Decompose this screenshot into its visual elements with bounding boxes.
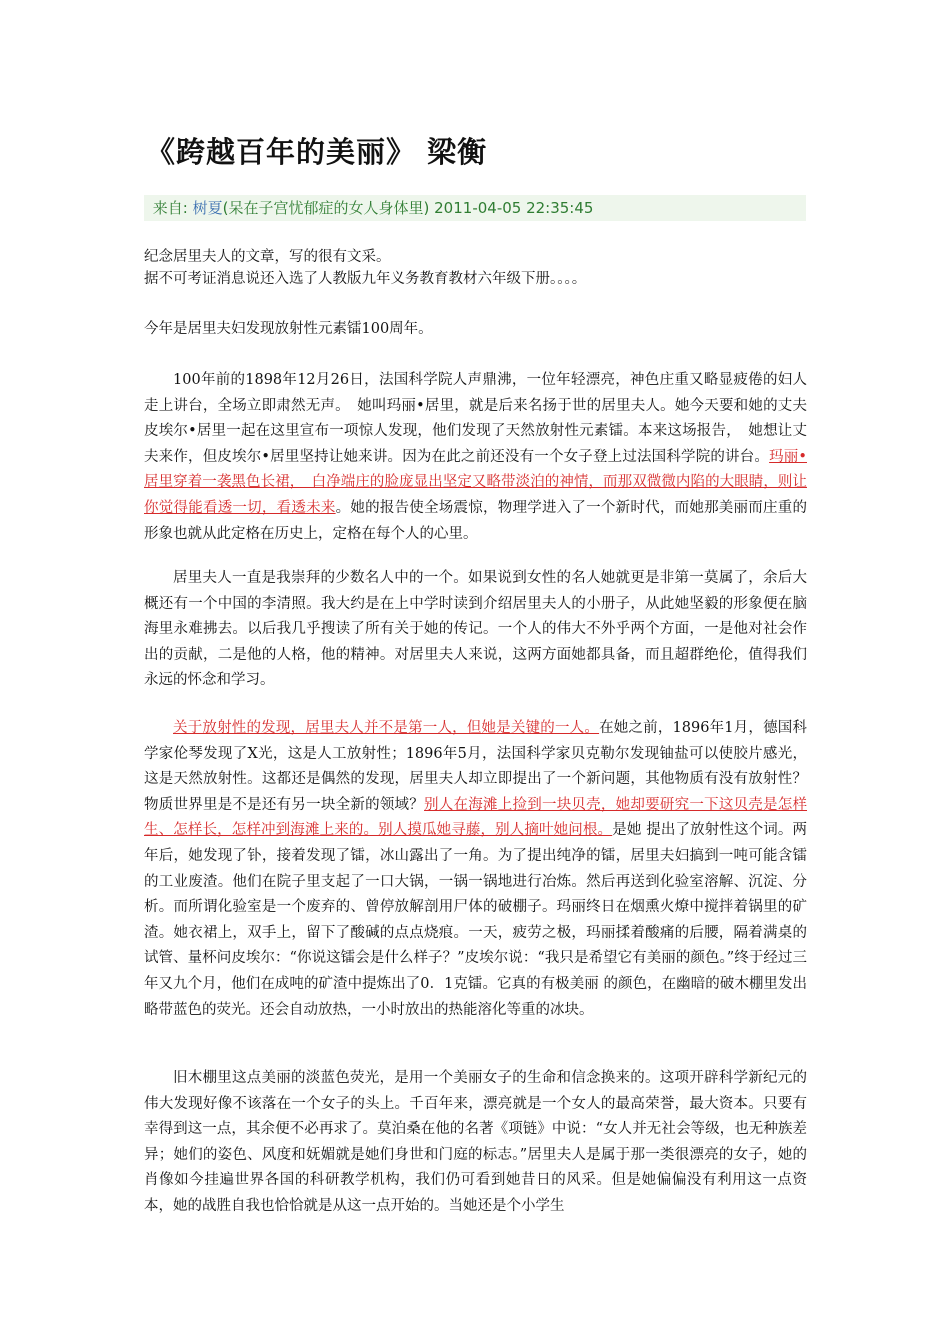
- intro-line: 纪念居里夫人的文章，写的很有文采。: [144, 249, 391, 265]
- paragraph-text: 100年前的1898年12月26日，法国科学院人声鼎沸，一位年轻漂亮，神色庄重又略显疲倦的妇人走上讲台，全场立即肃然无声。 她叫玛丽•居里，就是后来名扬于世的居里夫人。她今天要和她的丈夫皮埃尔•居里一起在这里宣布一项惊人发现，他们发现了天然放射性元素镭。本来这场报告， 她想让丈夫来作，但皮埃尔•居里坚持让她来讲。因为在此之前还没有一个女子登上过法国科学院的讲台。: [144, 372, 807, 465]
- post-meta-bar: [144, 195, 806, 221]
- highlighted-text: 别人在海滩上捡到一块贝壳，她却要研究一下这贝壳是怎样生、怎样长，怎样冲到海滩上来的。别人摸瓜她寻藤，别人摘叶她问根。: [144, 796, 808, 839]
- highlighted-text: 关于放射性的发现，居里夫人并不是第一人，但她是关键的一人。: [173, 720, 600, 736]
- paragraph-4: [144, 1066, 807, 1220]
- paragraph-text: 居里夫人一直是我崇拜的少数名人中的一个。如果说到女性的名人她就更是非第一莫属了，余后大概还有一个中国的李清照。我大约是在上中学时读到介绍居里夫人的小册子，从此她坚毅的形象便在脑海里永难拂去。以后我几乎搜读了所有关于她的传记。一个人的伟大不外乎两个方面，一是他对社会作出的贡献，二是他的人格，他的精神。对居里夫人来说，这两方面她都具备，而且超群绝伦，值得我们永远的怀念和学习。: [144, 570, 807, 689]
- meta-prefix: 来自:: [152, 199, 188, 217]
- intro-line: 据不可考证消息说还入选了人教版九年义务教育教材六年级下册。。。。: [144, 271, 587, 287]
- highlighted-text: 玛丽•居里穿着一袭黑色长裙， 白净端庄的脸庞显出坚定又略带淡泊的神情，而那双微微内陷的大眼睛，则让你觉得能看透一切，看透未来: [144, 448, 807, 516]
- article-title: 《跨越百年的美丽》 梁衡: [146, 135, 488, 169]
- paragraph-text: 旧木棚里这点美丽的淡蓝色荧光，是用一个美丽女子的生命和信念换来的。这项开辟科学新纪元的伟大发现好像不该落在一个女子的头上。千百年来，漂亮就是一个女人的最高荣誉，最大资本。只要有幸得到这一点，其余便不必再求了。莫泊桑在他的名著《项链》中说：“女人并无社会等级，也无种族差异；她们的姿色、风度和妩媚就是她们身世和门庭的标志。”居里夫人是属于那一类很漂亮的女子，她的肖像如今挂遍世界各国的科研教学机构，我们仍可看到她昔日的风采。但是她偏偏没有利用这一点资本，她的战胜自我也恰恰就是从这一点开始的。当她还是个小学生: [144, 1070, 807, 1214]
- paragraph-1: [144, 368, 807, 547]
- paragraph-3: [144, 716, 807, 1023]
- meta-author-link[interactable]: 树夏: [192, 199, 223, 217]
- meta-timestamp: 2011-04-05 22:35:45: [434, 199, 594, 217]
- paragraph-text: 在她之前，1896年1月，德国科学家伦琴发现了X光，这是人工放射性；1896年5月，法国科学家贝克勒尔发现铀盐可以使胶片感光，这是天然放射性。这都还是偶然的发现，居里夫人却立即提出了一个新问题，其他物质有没有放射性？物质世界里是不是还有另一块全新的领域？: [144, 720, 807, 813]
- anniversary-line: 今年是居里夫妇发现放射性元素镭100周年。: [144, 321, 433, 337]
- paragraph-text: 。她的报告使全场震惊，物理学进入了一个新时代，而她那美丽而庄重的形象也就从此定格在历史上，定格在每个人的心里。: [144, 499, 808, 542]
- paragraph-2: [144, 566, 807, 694]
- intro-block: [144, 246, 814, 290]
- meta-author-note: (呆在子宫忧郁症的女人身体里): [222, 199, 430, 217]
- paragraph-text: 是她 提出了放射性这个词。两年后，她发现了钋，接着发现了镭，冰山露出了一角。为了提出纯净的镭，居里夫妇搞到一吨可能含镭的工业废渣。他们在院子里支起了一口大锅，一锅一锅地进行冶炼。然后再送到化验室溶解、沉淀、分析。而所谓化验室是一个废弃的、曾停放解剖用尸体的破棚子。玛丽终日在烟熏火燎中搅拌着锅里的矿渣。她衣裙上，双手上，留下了酸碱的点点烧痕。一天，疲劳之极，玛丽揉着酸痛的后腰，隔着满桌的试管、量杯问皮埃尔：“你说这镭会是什么样子？”皮埃尔说：“我只是希望它有美丽的颜色。”终于经过三年又九个月，他们在成吨的矿渣中提炼出了0．1克镭。它真的有极美丽 的颜色，在幽暗的破木棚里发出略带蓝色的荧光。还会自动放热，一小时放出的热能溶化等重的冰块。: [144, 822, 807, 1018]
